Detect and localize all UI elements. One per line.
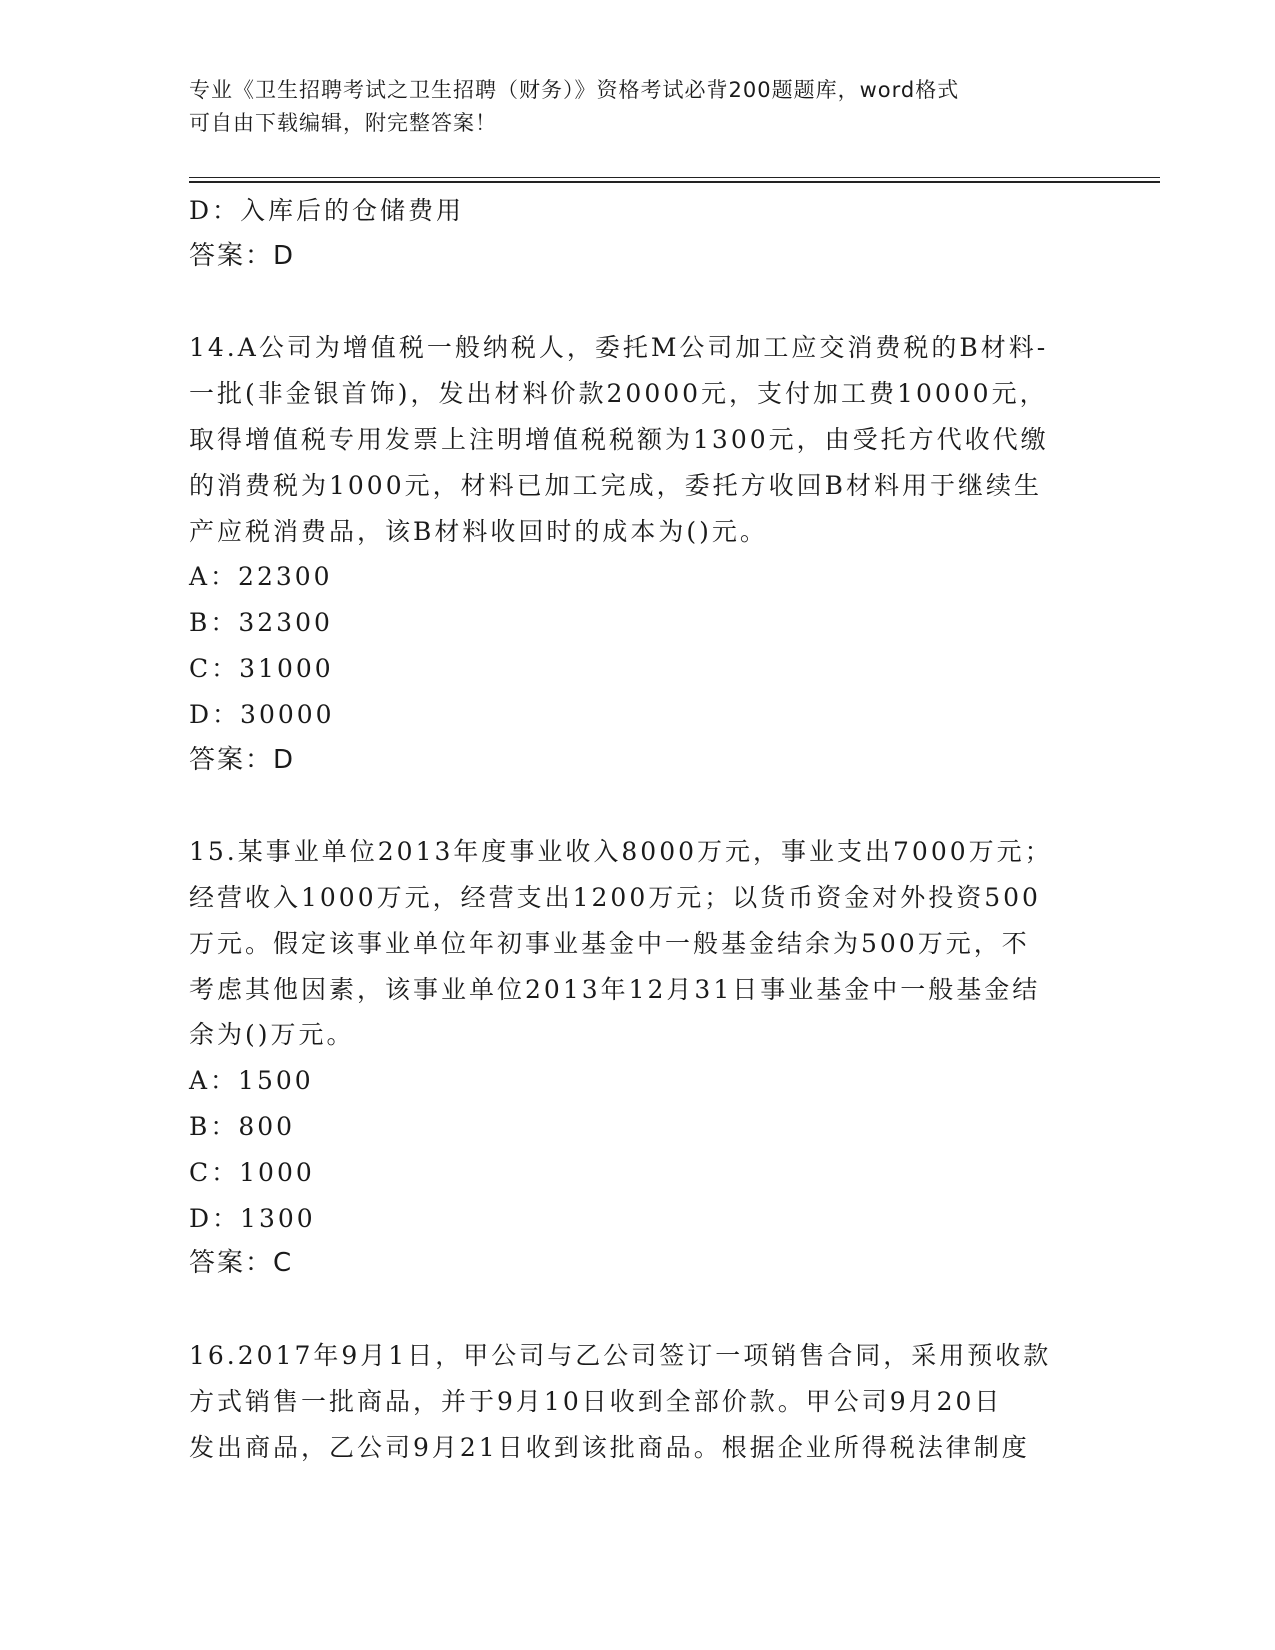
question-text-line: 产应税消费品，该B材料收回时的成本为()元。 xyxy=(189,516,768,546)
header-title-line-1: 专业《卫生招聘考试之卫生招聘（财务）》资格考试必背200题题库，word格式 xyxy=(189,78,960,102)
spacer xyxy=(189,1287,1089,1333)
answer-line: 答案：C xyxy=(189,1248,294,1279)
question-text-line: 的消费税为1000元，材料已加工完成，委托方收回B材料用于继续生 xyxy=(189,470,1042,500)
option-b: B：800 xyxy=(189,1111,296,1141)
option-a: A：1500 xyxy=(189,1066,314,1096)
question-text-line: 发出商品，乙公司9月21日收到该批商品。根据企业所得税法律制度 xyxy=(189,1432,1030,1462)
question-text-line: 万元。假定该事业单位年初事业基金中一般基金结余为500万元，不 xyxy=(189,928,1030,958)
header-divider-thick xyxy=(189,181,1160,183)
option-d: D：入库后的仓储费用 xyxy=(189,196,465,225)
question-14 xyxy=(189,325,1089,783)
question-text-line: 余为()万元。 xyxy=(189,1020,355,1050)
previous-question-tail xyxy=(189,188,1089,280)
question-15 xyxy=(189,829,1089,1287)
question-16 xyxy=(189,1333,1089,1470)
option-c: C：1000 xyxy=(189,1157,315,1187)
option-b: B：32300 xyxy=(189,608,333,638)
question-text-line: 15.某事业单位2013年度事业收入8000万元，事业支出7000万元； xyxy=(189,837,1053,867)
question-text-line: 取得增值税专用发票上注明增值税税额为1300元，由受托方代收代缴 xyxy=(189,424,1049,454)
page-header xyxy=(189,74,1079,140)
option-a: A：22300 xyxy=(189,562,333,592)
question-text-line: 14.A公司为增值税一般纳税人，委托M公司加工应交消费税的B材料- xyxy=(189,333,1049,363)
header-divider-thin xyxy=(189,177,1160,178)
question-text-line: 经营收入1000万元，经营支出1200万元；以货币资金对外投资500 xyxy=(189,882,1041,912)
question-text-line: 16.2017年9月1日，甲公司与乙公司签订一项销售合同，采用预收款 xyxy=(189,1340,1052,1370)
question-text-line: 一批(非金银首饰)，发出材料价款20000元，支付加工费10000元， xyxy=(189,379,1048,409)
answer-line: 答案：D xyxy=(189,240,296,271)
answer-line: 答案：D xyxy=(189,744,296,775)
option-d: D：1300 xyxy=(189,1203,316,1233)
question-content xyxy=(189,188,1089,1470)
question-text-line: 方式销售一批商品，并于9月10日收到全部价款。甲公司9月20日 xyxy=(189,1386,1003,1416)
spacer xyxy=(189,783,1089,829)
question-text-line: 考虑其他因素，该事业单位2013年12月31日事业基金中一般基金结 xyxy=(189,974,1041,1004)
spacer xyxy=(189,280,1089,326)
header-title-line-2: 可自由下载编辑，附完整答案！ xyxy=(189,111,497,135)
option-c: C：31000 xyxy=(189,653,334,683)
option-d: D：30000 xyxy=(189,699,335,729)
